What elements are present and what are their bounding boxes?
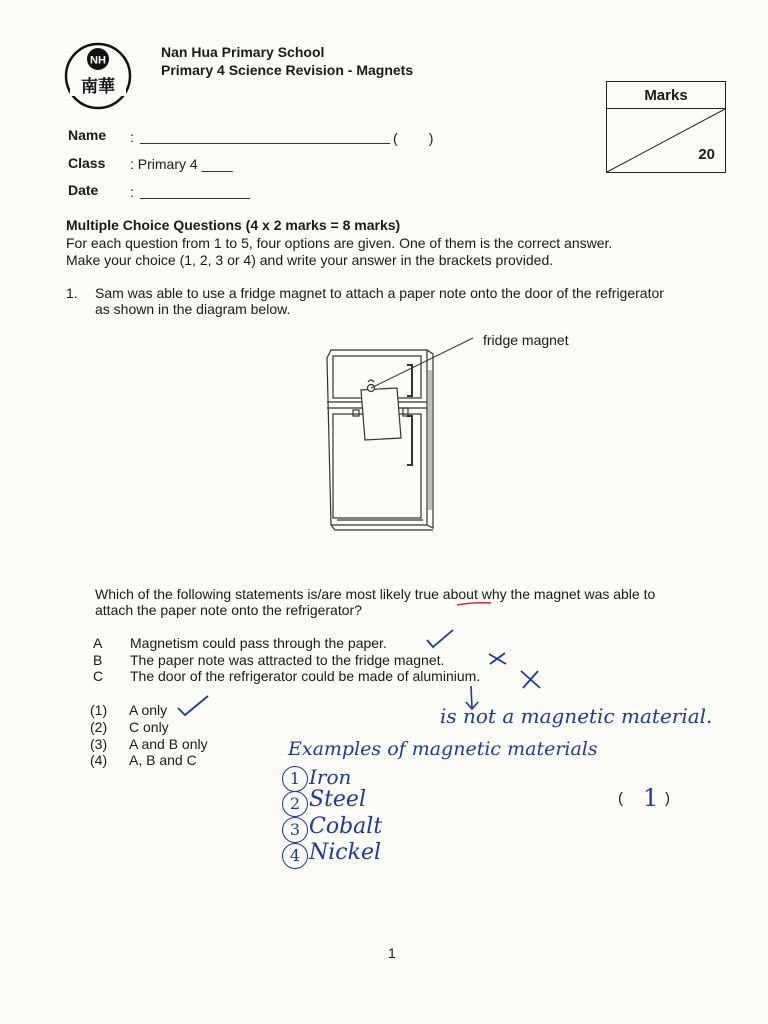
date-label: Date xyxy=(68,182,99,198)
check-mark-statement-a xyxy=(425,628,455,650)
logo-chinese-text: 南華 xyxy=(81,77,115,97)
question-stem-line-2: as shown in the diagram below. xyxy=(95,301,291,317)
example-3-circle-number: 3 xyxy=(282,817,308,843)
date-colon: : xyxy=(130,184,134,200)
marks-label: Marks xyxy=(607,82,725,109)
statement-b-text: The paper note was attracted to the fridge magnet. xyxy=(130,652,445,668)
name-colon: : xyxy=(130,129,134,145)
page-number: 1 xyxy=(388,945,396,961)
instruction-line-2: Make your choice (1, 2, 3 or 4) and write your answer in the brackets provided. xyxy=(66,252,554,268)
statement-b-letter: B xyxy=(93,652,103,668)
choice-2-text: C only xyxy=(129,719,169,735)
name-label: Name xyxy=(68,127,107,143)
section-title: Multiple Choice Questions (4 x 2 marks = 8 marks) xyxy=(66,217,401,233)
marks-box xyxy=(606,81,726,173)
question-number: 1. xyxy=(66,285,78,301)
logo-initials: NH xyxy=(90,54,106,67)
date-field[interactable] xyxy=(140,198,250,199)
statement-c-text: The door of the refrigerator could be made of aluminium. xyxy=(130,668,481,684)
cross-mark-statement-c xyxy=(518,668,544,692)
statement-a-letter: A xyxy=(93,635,103,651)
choice-4-text: A, B and C xyxy=(129,752,197,768)
example-4-circle-number: 4 xyxy=(282,843,308,869)
name-field[interactable] xyxy=(140,143,390,144)
choice-4-number: (4) xyxy=(90,752,108,768)
class-value[interactable]: : Primary 4 ____ xyxy=(130,156,233,172)
paper-title: Primary 4 Science Revision - Magnets xyxy=(161,62,414,78)
red-underline-mark xyxy=(455,600,495,608)
choice-1-number: (1) xyxy=(90,702,108,718)
statement-a-text: Magnetism could pass through the paper. xyxy=(130,635,387,651)
school-name: Nan Hua Primary School xyxy=(161,44,325,60)
example-1-circle-number: 1 xyxy=(282,766,308,792)
instruction-line-1: For each question from 1 to 5, four options are given. One of them is the correct answer. xyxy=(66,235,613,251)
fridge-diagram xyxy=(315,330,485,545)
example-1-text: Iron xyxy=(309,765,352,789)
choice-2-number: (2) xyxy=(90,719,108,735)
example-4-text: Nickel xyxy=(309,840,381,865)
class-label: Class xyxy=(68,155,106,171)
diagram-label-fridge-magnet: fridge magnet xyxy=(483,332,569,348)
choice-1-text: A only xyxy=(129,702,168,718)
choice-3-text: A and B only xyxy=(129,736,208,752)
handwritten-not-magnetic-note: is not a magnetic material. xyxy=(440,704,713,728)
choice-3-number: (3) xyxy=(90,736,108,752)
example-2-circle-number: 2 xyxy=(282,791,308,817)
register-number-bracket: ( ) xyxy=(393,130,434,146)
cross-mark-statement-b xyxy=(486,650,510,668)
check-mark-choice-1 xyxy=(176,694,210,718)
school-logo xyxy=(62,40,134,112)
question-prompt-line-1: Which of the following statements is/are most likely true about why the magnet was able to xyxy=(95,586,656,602)
example-2-text: Steel xyxy=(309,787,366,812)
handwritten-examples-title: Examples of magnetic materials xyxy=(288,738,598,760)
answer-written[interactable]: 1 xyxy=(643,784,659,812)
question-prompt-line-2: attach the paper note onto the refrigerator? xyxy=(95,602,362,618)
question-stem-line-1: Sam was able to use a fridge magnet to attach a paper note onto the door of the refrigerator xyxy=(95,285,664,301)
example-3-text: Cobalt xyxy=(309,814,383,839)
answer-bracket-close: ) xyxy=(665,790,670,807)
marks-total: 20 xyxy=(698,146,715,163)
answer-bracket-open: ( xyxy=(618,790,623,807)
statement-c-letter: C xyxy=(93,668,104,684)
